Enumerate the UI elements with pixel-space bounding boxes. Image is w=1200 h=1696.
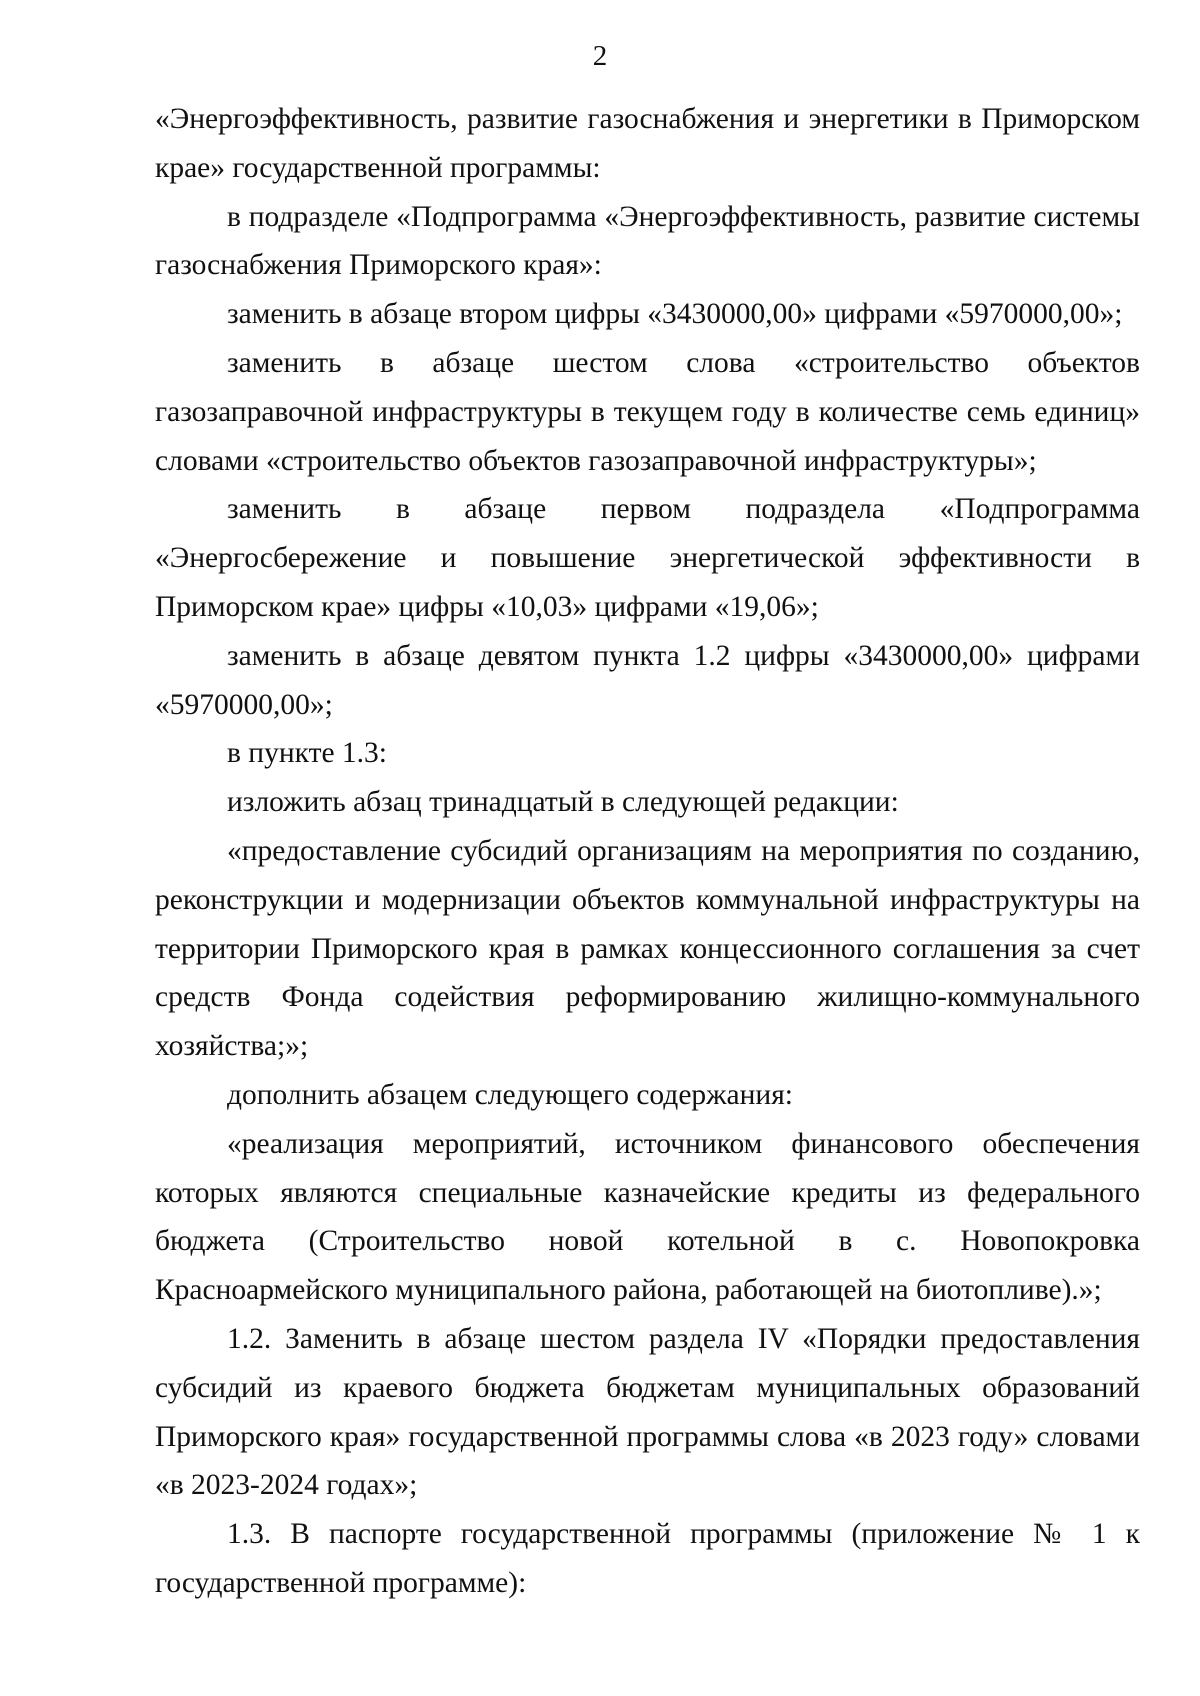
paragraph-9: «предоставление субсидий организациям на мероприятия по созданию, реконструкции и модернизации объектов коммунальной инфраструктуры на территории Приморского края в рамках концессионного соглашения за счет средств Фонда содействия реформированию жилищно-коммунального хозяйства;»; (155, 834, 1140, 1063)
paragraph-2: в подразделе «Подпрограмма «Энергоэффективность, развитие системы газоснабжения Приморского края»: (155, 200, 1140, 282)
paragraph-1: «Энергоэффективность, развитие газоснабжения и энергетики в Приморском крае» государственной программы: (155, 103, 1140, 184)
page-number: 2 (592, 40, 608, 72)
paragraph-11: «реализация мероприятий, источником финансового обеспечения которых являются специальные казначейские кредиты из федерального бюджета (Строительство новой котельной в с. Новопокровка Красноармейского муниципального района, работающей на биотопливе).»; (155, 1127, 1140, 1307)
paragraph-3: заменить в абзаце втором цифры «3430000,00» цифрами «5970000,00»; (227, 298, 1123, 331)
paragraph-10: дополнить абзацем следующего содержания: (227, 1078, 793, 1111)
paragraph-8: изложить абзац тринадцатый в следующей редакции: (227, 786, 899, 819)
document-body (155, 95, 1140, 1608)
paragraph-5: заменить в абзаце первом подраздела «Подпрограмма «Энергосбережение и повышение энергетической эффективности в Приморском крае» цифры «10,03» цифрами «19,06»; (155, 493, 1140, 623)
paragraph-7: в пункте 1.3: (227, 737, 388, 770)
paragraph-13: 1.3. В паспорте государственной программы (приложение № 1 к государственной программе): (155, 1518, 1140, 1599)
paragraph-6: заменить в абзаце девятом пункта 1.2 цифры «3430000,00» цифрами «5970000,00»; (155, 639, 1140, 721)
paragraph-4: заменить в абзаце шестом слова «строительство объектов газозаправочной инфраструктуры в текущем году в количестве семь единиц» словами «строительство объектов газозаправочной инфраструктуры»; (155, 346, 1140, 477)
paragraph-12: 1.2. Заменить в абзаце шестом раздела IV «Порядки предоставления субсидий из краевого бюджета бюджетам муниципальных образований Приморского края» государственной программы слова «в 2023 году» словами «в 2023-2024 годах»; (155, 1322, 1140, 1502)
